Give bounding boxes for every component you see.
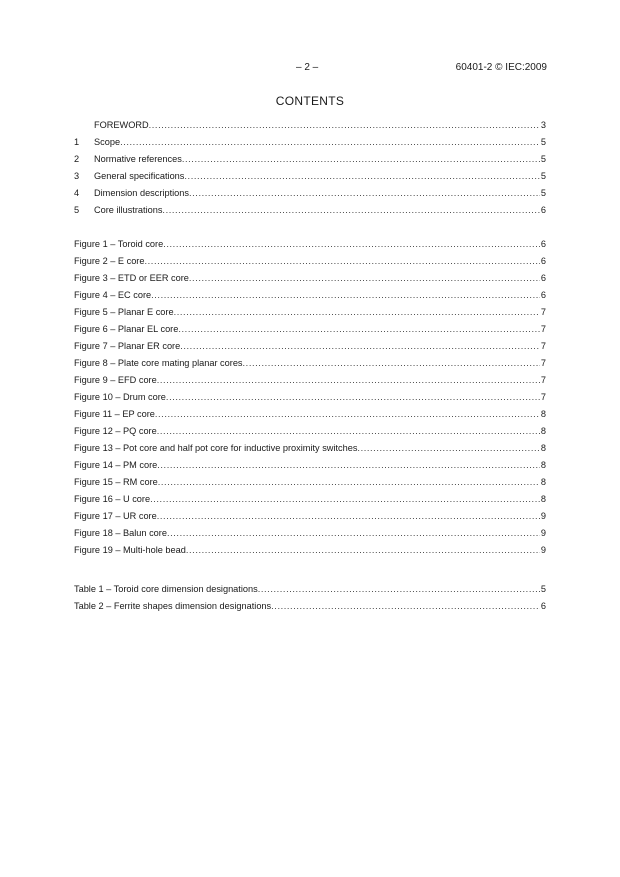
toc-entry-title: Dimension descriptions [94, 188, 189, 198]
toc-entry-page: 8 [540, 494, 546, 504]
dot-leader [157, 425, 540, 438]
toc-entry-page: 5 [540, 188, 546, 198]
toc-entry-page: 8 [540, 460, 546, 470]
toc-figure-entry[interactable] [74, 476, 546, 493]
toc-entry-page: 6 [540, 239, 546, 249]
toc-entry-title: Figure 8 – Plate core mating planar cores [74, 358, 243, 368]
toc-entry-title: Figure 13 – Pot core and half pot core for inductive proximity switches [74, 443, 358, 453]
toc-entry-title: Figure 2 – E core [74, 256, 145, 266]
toc-entry-page: 7 [540, 341, 546, 351]
dot-leader [167, 527, 540, 540]
toc-entry-title: Figure 3 – ETD or EER core [74, 273, 189, 283]
toc-figure-entry[interactable] [74, 272, 546, 289]
toc-entry-page: 5 [540, 137, 546, 147]
toc-entry-title: Figure 4 – EC core [74, 290, 152, 300]
toc-entry[interactable] [74, 204, 546, 221]
toc-entry-title: Scope [94, 137, 121, 147]
toc-entry-title: Figure 9 – EFD core [74, 375, 157, 385]
dot-leader [184, 170, 539, 183]
toc-entry-title: Figure 1 – Toroid core [74, 239, 164, 249]
toc-figure-entry[interactable] [74, 323, 546, 340]
toc-figure-entry[interactable] [74, 493, 546, 510]
toc-figure-entry[interactable] [74, 340, 546, 357]
toc-entry-title: Table 1 – Toroid core dimension designations [74, 584, 258, 594]
dot-leader [178, 323, 540, 336]
toc-figure-entry[interactable] [74, 306, 546, 323]
dot-leader [189, 272, 540, 285]
toc-entry-title: Core illustrations [94, 205, 163, 215]
toc-entry-title: Figure 17 – UR core [74, 511, 157, 521]
toc-entry-page: 7 [540, 324, 546, 334]
toc-entry-number: 4 [74, 188, 80, 198]
contents-title: CONTENTS [275, 94, 345, 108]
toc-entry-page: 5 [540, 584, 546, 594]
toc-entry-title: General specifications [94, 171, 185, 181]
toc-entry-page: 3 [540, 120, 546, 130]
dot-leader [166, 391, 540, 404]
toc-entry-title: FOREWORD [94, 120, 149, 130]
toc-entry-page: 8 [540, 443, 546, 453]
toc-entry-page: 7 [540, 307, 546, 317]
toc-entry-number: 5 [74, 205, 80, 215]
toc-figure-entry[interactable] [74, 510, 546, 527]
toc-entry-title: Figure 15 – RM core [74, 477, 158, 487]
toc-entry-page: 7 [540, 375, 546, 385]
toc-entry-page: 6 [540, 290, 546, 300]
dot-leader [158, 476, 540, 489]
dot-leader [182, 153, 540, 166]
toc-entry-page: 8 [540, 409, 546, 419]
dot-leader [157, 510, 540, 523]
toc-entry[interactable] [74, 119, 546, 136]
toc-figures-section [74, 238, 546, 561]
toc-entry-page: 7 [540, 392, 546, 402]
dot-leader [243, 357, 540, 370]
toc-entry-page: 6 [540, 273, 546, 283]
dot-leader [157, 459, 540, 472]
toc-entry-title: Table 2 – Ferrite shapes dimension designations [74, 601, 272, 611]
toc-entry-title: Figure 16 – U core [74, 494, 151, 504]
toc-entry-page: 5 [540, 154, 546, 164]
dot-leader [144, 255, 539, 268]
toc-entry-title: Figure 7 – Planar ER core [74, 341, 181, 351]
dot-leader [180, 340, 540, 353]
toc-figure-entry[interactable] [74, 408, 546, 425]
dot-leader [155, 408, 540, 421]
toc-entry-page: 7 [540, 358, 546, 368]
toc-entry-title: Figure 14 – PM core [74, 460, 158, 470]
toc-figure-entry[interactable] [74, 459, 546, 476]
toc-figure-entry[interactable] [74, 425, 546, 442]
toc-entry-title: Figure 12 – PQ core [74, 426, 157, 436]
toc-figure-entry[interactable] [74, 544, 546, 561]
page-number: – 2 – [296, 62, 319, 73]
toc-tables-section [74, 583, 546, 617]
toc-entry-title: Figure 10 – Drum core [74, 392, 166, 402]
toc-entry-page: 9 [540, 545, 546, 555]
toc-figure-entry[interactable] [74, 357, 546, 374]
toc-entry-title: Figure 5 – Planar E core [74, 307, 174, 317]
dot-leader [157, 374, 540, 387]
toc-entry-title: Figure 11 – EP core [74, 409, 155, 419]
toc-entry-page: 6 [540, 601, 546, 611]
toc-entry-number: 3 [74, 171, 80, 181]
dot-leader [149, 119, 540, 132]
toc-table-entry[interactable] [74, 600, 546, 617]
toc-table-entry[interactable] [74, 583, 546, 600]
toc-entry-page: 5 [540, 171, 546, 181]
toc-entry-page: 6 [540, 205, 546, 215]
toc-figure-entry[interactable] [74, 374, 546, 391]
toc-entry[interactable] [74, 153, 546, 170]
dot-leader [186, 544, 540, 557]
toc-entry-title: Figure 19 – Multi-hole bead [74, 545, 186, 555]
toc-figure-entry[interactable] [74, 442, 546, 459]
dot-leader [162, 204, 539, 217]
dot-leader [151, 289, 540, 302]
toc-entry-number: 2 [74, 154, 80, 164]
toc-entry[interactable] [74, 170, 546, 187]
toc-entry-page: 9 [540, 528, 546, 538]
dot-leader [189, 187, 540, 200]
toc-entry[interactable] [74, 187, 546, 204]
toc-entry-title: Figure 6 – Planar EL core [74, 324, 179, 334]
toc-entry-page: 8 [540, 477, 546, 487]
toc-figure-entry[interactable] [74, 255, 546, 272]
toc-main-section [74, 119, 546, 221]
document-reference: 60401-2 © IEC:2009 [455, 62, 547, 73]
dot-leader [120, 136, 540, 149]
dot-leader [163, 238, 540, 251]
page-header [0, 62, 620, 76]
toc-entry-number: 1 [74, 137, 80, 147]
dot-leader [150, 493, 540, 506]
dot-leader [174, 306, 540, 319]
toc-figure-entry[interactable] [74, 391, 546, 408]
toc-entry-title: Figure 18 – Balun core [74, 528, 167, 538]
toc-entry-title: Normative references [94, 154, 182, 164]
toc-entry-page: 9 [540, 511, 546, 521]
toc-entry-page: 8 [540, 426, 546, 436]
toc-figure-entry[interactable] [74, 527, 546, 544]
dot-leader [271, 600, 540, 613]
toc-entry[interactable] [74, 136, 546, 153]
toc-figure-entry[interactable] [74, 238, 546, 255]
toc-entry-page: 6 [540, 256, 546, 266]
dot-leader [258, 583, 540, 596]
dot-leader [357, 442, 539, 455]
toc-figure-entry[interactable] [74, 289, 546, 306]
